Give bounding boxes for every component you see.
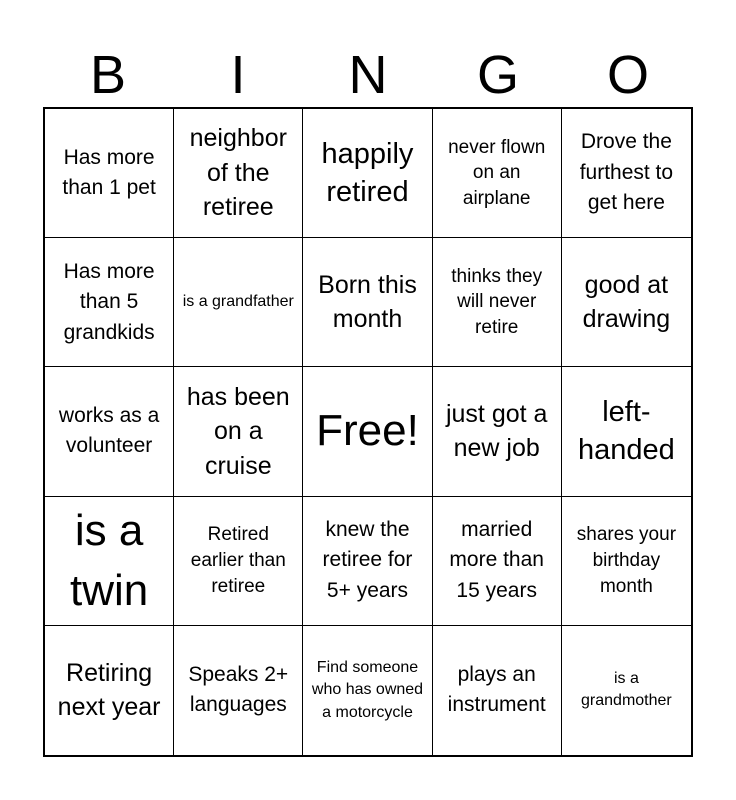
- cell-text: never flown on an airplane: [448, 136, 546, 209]
- bingo-cell-r4-c4[interactable]: [433, 497, 562, 626]
- bingo-cell-r5-c4[interactable]: [433, 626, 562, 755]
- cell-text: good at drawing: [582, 270, 671, 334]
- header-letter-o: O: [606, 45, 649, 105]
- bingo-cell-r2-c3[interactable]: [303, 238, 432, 367]
- bingo-cell-r1-c3[interactable]: [303, 109, 432, 238]
- bingo-cell-r1-c2[interactable]: [174, 109, 303, 238]
- cell-text: left-handed: [578, 396, 675, 467]
- bingo-cell-r2-c1[interactable]: [45, 238, 174, 367]
- cell-text: just got a new job: [445, 399, 548, 463]
- cell-text: is a grandfather: [182, 293, 294, 311]
- cell-text: Has more than 5 grandkids: [63, 259, 155, 344]
- bingo-cell-r3-c3-free[interactable]: [303, 367, 432, 496]
- bingo-cell-r5-c1[interactable]: [45, 626, 174, 755]
- header-letter-g: G: [476, 45, 519, 105]
- header-letter-b: B: [89, 45, 127, 105]
- bingo-header: [43, 44, 693, 106]
- cell-text: thinks they will never retire: [451, 265, 543, 339]
- header-letter-n: N: [348, 45, 388, 105]
- bingo-cell-r1-c1[interactable]: [45, 109, 174, 238]
- cell-text: shares your birthday month: [576, 524, 677, 597]
- cell-text: Find someone who has owned a motorcycle: [311, 658, 424, 721]
- cell-text: happily retired: [321, 137, 414, 209]
- bingo-cell-r3-c4[interactable]: [433, 367, 562, 496]
- bingo-cell-r5-c2[interactable]: [174, 626, 303, 755]
- bingo-cell-r5-c3[interactable]: [303, 626, 432, 755]
- bingo-cell-r1-c4[interactable]: [433, 109, 562, 238]
- cell-text: Retired earlier than retiree: [190, 524, 286, 597]
- cell-text: married more than 15 years: [449, 518, 544, 602]
- cell-text: Drove the furthest to get here: [579, 130, 674, 215]
- bingo-cell-r4-c5[interactable]: [562, 497, 691, 626]
- cell-text: Retiring next year: [57, 658, 161, 722]
- header-letter-i: I: [230, 45, 246, 105]
- cell-text: Has more than 1 pet: [62, 145, 156, 200]
- cell-text: is a grandmother: [581, 670, 672, 710]
- bingo-cell-r2-c5[interactable]: [562, 238, 691, 367]
- bingo-cell-r3-c5[interactable]: [562, 367, 691, 496]
- cell-text: is a twin: [69, 506, 149, 615]
- bingo-cell-r2-c2[interactable]: [174, 238, 303, 367]
- free-space-label: Free!: [316, 406, 419, 456]
- bingo-cell-r3-c2[interactable]: [174, 367, 303, 496]
- bingo-cell-r5-c5[interactable]: [562, 626, 691, 755]
- bingo-cell-r4-c2[interactable]: [174, 497, 303, 626]
- bingo-cell-r3-c1[interactable]: [45, 367, 174, 496]
- bingo-cell-r2-c4[interactable]: [433, 238, 562, 367]
- cell-text: Speaks 2+ languages: [188, 662, 289, 717]
- cell-text: works as a volunteer: [58, 404, 160, 458]
- bingo-cell-r1-c5[interactable]: [562, 109, 691, 238]
- cell-text: has been on a cruise: [186, 382, 290, 480]
- cell-text: knew the retiree for 5+ years: [322, 518, 413, 602]
- bingo-cell-r4-c3[interactable]: [303, 497, 432, 626]
- bingo-board: [43, 107, 693, 757]
- cell-text: Born this month: [318, 270, 417, 334]
- cell-text: plays an instrument: [447, 662, 546, 717]
- cell-text: neighbor of the retiree: [189, 124, 287, 222]
- bingo-cell-r4-c1[interactable]: [45, 497, 174, 626]
